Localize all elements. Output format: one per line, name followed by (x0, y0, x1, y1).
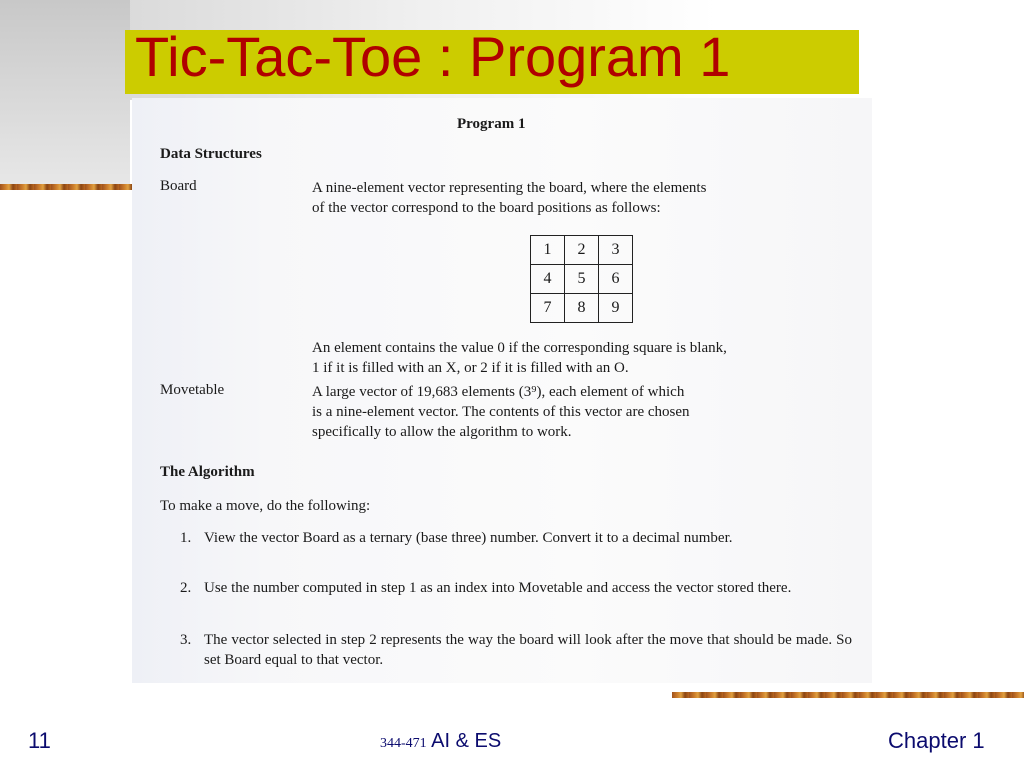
element-description (312, 338, 857, 378)
movetable-desc-line-2: is a nine-element vector. The contents of this vector are chosen (312, 404, 690, 420)
step-number: 3. (180, 632, 192, 648)
scanned-page (132, 98, 872, 683)
board-desc-line-1: A nine-element vector representing the board, where the elements (312, 180, 707, 196)
data-structures-heading: Data Structures (160, 146, 262, 162)
grid-cell: 7 (531, 294, 565, 323)
course-code: 344-471 (380, 736, 427, 751)
board-description (312, 178, 857, 218)
slide-title: Tic-Tac-Toe : Program 1 (135, 25, 731, 88)
grid-row (531, 294, 633, 323)
movetable-desc-line-3: specifically to allow the algorithm to work. (312, 424, 572, 440)
step-number: 2. (180, 580, 192, 596)
course-name: AI & ES (431, 730, 502, 752)
background-left-panel (0, 0, 130, 190)
grid-row (531, 236, 633, 265)
element-desc-line-1: An element contains the value 0 if the corresponding square is blank, (312, 340, 727, 356)
step-text: The vector selected in step 2 represents the way the board will look after the move that should be made. So set Board equal to that vector. (204, 632, 852, 668)
slide-number: 11 (28, 728, 51, 753)
algorithm-heading: The Algorithm (160, 464, 255, 480)
step-text: View the vector Board as a ternary (base three) number. Convert it to a decimal number. (204, 530, 733, 546)
chapter-label: Chapter 1 (888, 728, 985, 753)
grid-cell: 5 (565, 265, 599, 294)
grid-cell: 8 (565, 294, 599, 323)
decorative-stripe-right (672, 692, 1024, 698)
grid-cell: 3 (599, 236, 633, 265)
decorative-stripe-left (0, 184, 132, 190)
movetable-label: Movetable (160, 382, 225, 398)
board-label: Board (160, 178, 197, 194)
grid-cell: 1 (531, 236, 565, 265)
step-text: Use the number computed in step 1 as an index into Movetable and access the vector stored there. (204, 580, 792, 596)
algorithm-intro: To make a move, do the following: (160, 498, 371, 514)
grid-cell: 2 (565, 236, 599, 265)
board-desc-line-2: of the vector correspond to the board positions as follows: (312, 200, 661, 216)
grid-row (531, 265, 633, 294)
movetable-description (312, 382, 857, 442)
step-number: 1. (180, 530, 192, 546)
element-desc-line-2: 1 if it is filled with an X, or 2 if it is filled with an O. (312, 360, 629, 376)
grid-cell: 4 (531, 265, 565, 294)
title-bar (125, 25, 859, 94)
movetable-desc-line-1: A large vector of 19,683 elements (3⁹), each element of which (312, 384, 685, 400)
grid-cell: 6 (599, 265, 633, 294)
grid-cell: 9 (599, 294, 633, 323)
course-footer (380, 730, 501, 753)
program-title: Program 1 (457, 116, 526, 132)
board-positions-grid (530, 235, 633, 323)
